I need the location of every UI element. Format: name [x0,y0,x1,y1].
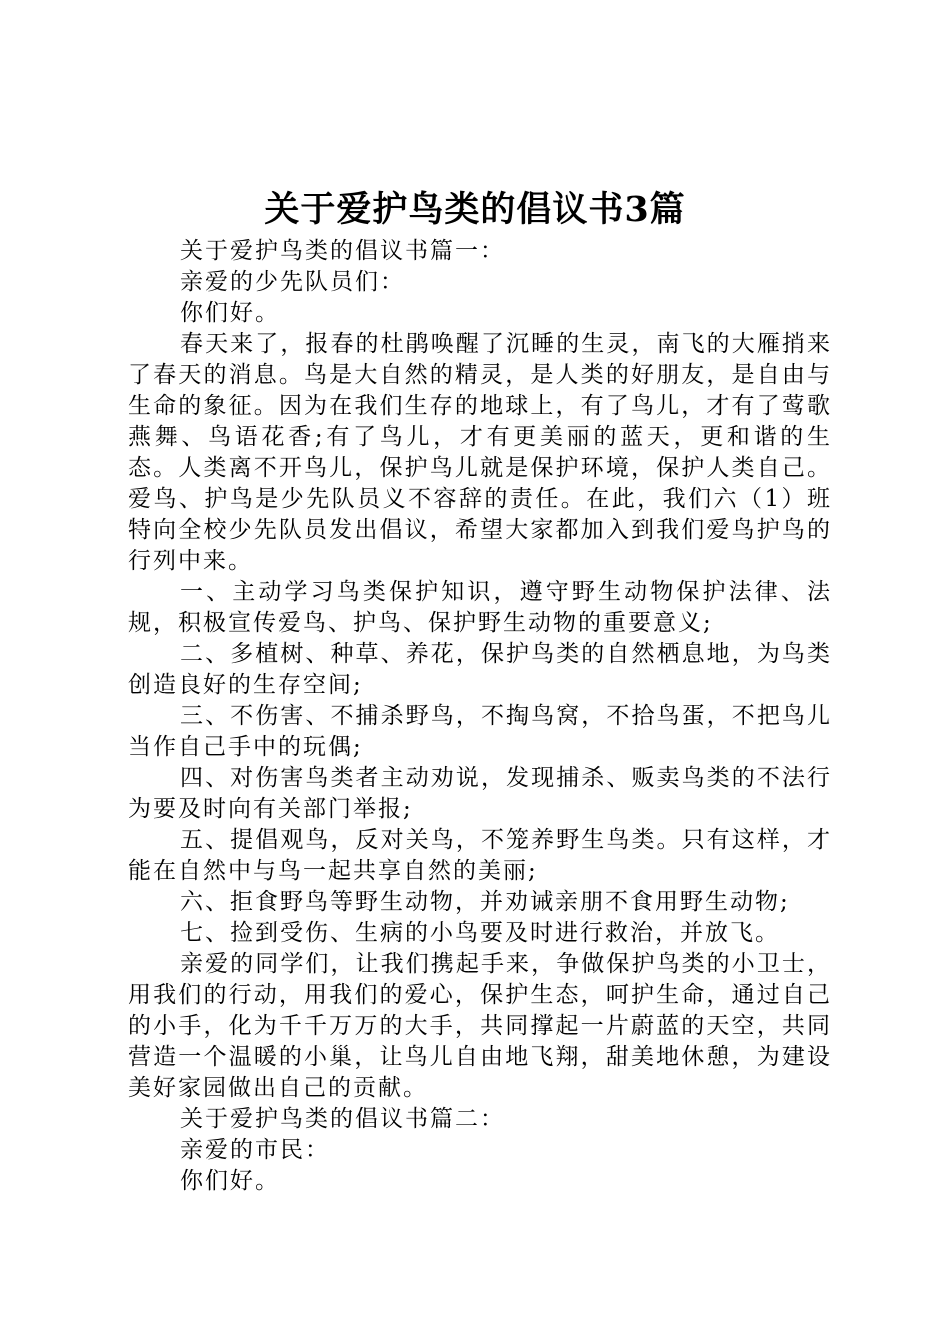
paragraph-item-5: 五、提倡观鸟，反对关鸟，不笼养野生鸟类。只有这样，才能在自然中与鸟一起共享自然的美丽; [128,827,832,884]
paragraph-1-heading: 关于爱护鸟类的倡议书篇一： [180,238,505,264]
paragraph-item-4: 四、对伤害鸟类者主动劝说，发现捕杀、贩卖鸟类的不法行为要及时向有关部门举报; [128,765,832,822]
paragraph-2-heading: 关于爱护鸟类的倡议书篇二： [180,1106,505,1132]
paragraph-greeting-2: 亲爱的市民： [180,1137,330,1163]
paragraph-hello-2: 你们好。 [180,1168,280,1194]
paragraph-hello: 你们好。 [180,300,280,326]
document-title: 关于爱护鸟类的倡议书3篇 [264,189,686,230]
paragraph-item-2: 二、多植树、种草、养花，保护鸟类的自然栖息地，为鸟类创造良好的生存空间; [128,641,832,698]
paragraph-item-1: 一、主动学习鸟类保护知识，遵守野生动物保护法律、法规，积极宣传爱鸟、护鸟、保护野生动物的重要意义; [128,579,832,636]
paragraph-intro: 春天来了，报春的杜鹃唤醒了沉睡的生灵，南飞的大雁捎来了春天的消息。鸟是大自然的精灵，是人类的好朋友，是自由与生命的象征。因为在我们生存的地球上，有了鸟儿，才有了莺歌燕舞、鸟语花香;有了鸟儿，才有更美丽的蓝天，更和谐的生态。人类离不开鸟儿，保护鸟儿就是保护环境，保护人类自己。爱鸟、护鸟是少先队员义不容辞的责任。在此，我们六（1）班特向全校少先队员发出倡议，希望大家都加入到我们爱鸟护鸟的行列中来。 [128,331,832,574]
paragraph-closing: 亲爱的同学们，让我们携起手来，争做保护鸟类的小卫士，用我们的行动，用我们的爱心，保护生态，呵护生命，通过自己的小手，化为千千万万的大手，共同撑起一片蔚蓝的天空，共同营造一个温暖的小巢，让鸟儿自由地飞翔，甜美地休憩，为建设美好家园做出自己的贡献。 [128,951,832,1101]
paragraph-item-3: 三、不伤害、不捕杀野鸟，不掏鸟窝，不拾鸟蛋，不把鸟儿当作自己手中的玩偶; [128,703,832,760]
paragraph-greeting: 亲爱的少先队员们： [180,269,405,295]
paragraph-item-6: 六、拒食野鸟等野生动物，并劝诫亲朋不食用野生动物; [180,889,790,915]
document-body [128,236,832,1197]
paragraph-item-7: 七、捡到受伤、生病的小鸟要及时进行救治，并放飞。 [180,920,780,946]
